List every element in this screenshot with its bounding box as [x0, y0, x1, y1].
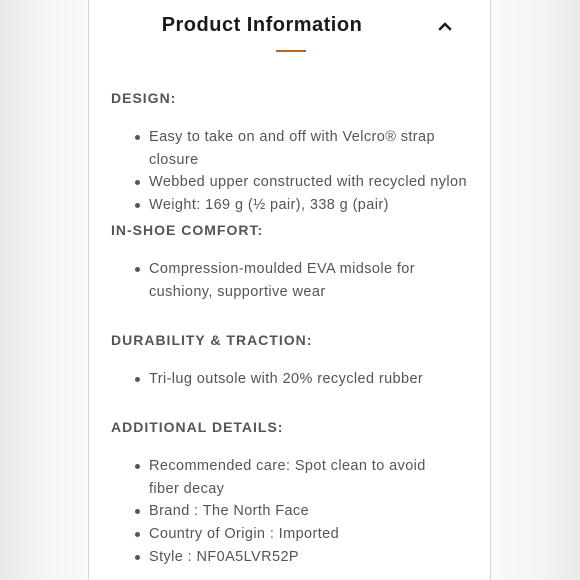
list-item: Style : NF0A5LVR52P: [111, 546, 481, 569]
section-durability-traction: [111, 329, 481, 391]
section-additional-details: [111, 416, 481, 569]
section-list: [111, 126, 481, 217]
section-list: [111, 455, 481, 569]
section-list: [111, 368, 481, 391]
list-item: Webbed upper constructed with recycled nylon: [111, 171, 481, 194]
list-item: Weight: 169 g (½ pair), 338 g (pair): [111, 194, 481, 217]
section-list: [111, 258, 481, 303]
list-item: Brand : The North Face: [111, 500, 481, 523]
section-in-shoe-comfort: [111, 219, 481, 303]
list-item: Tri-lug outsole with 20% recycled rubber: [111, 368, 481, 391]
list-item: Compression-moulded EVA midsole for cushiony, supportive wear: [111, 258, 481, 303]
list-item: Easy to take on and off with Velcro® strap closure: [111, 126, 481, 171]
chevron-up-icon[interactable]: [437, 18, 453, 34]
list-item: Recommended care: Spot clean to avoid fiber decay: [111, 455, 481, 500]
page-title: Product Information: [161, 14, 363, 36]
product-information-panel: [88, 0, 491, 580]
section-title: IN-SHOE COMFORT:: [111, 222, 264, 238]
section-title: DESIGN:: [111, 90, 177, 106]
accordion-header[interactable]: [89, 12, 490, 42]
list-item: Country of Origin : Imported: [111, 523, 481, 546]
section-title: ADDITIONAL DETAILS:: [111, 419, 284, 435]
section-design: [111, 87, 481, 217]
section-title: DURABILITY & TRACTION:: [111, 332, 313, 348]
title-underline: [276, 50, 306, 52]
